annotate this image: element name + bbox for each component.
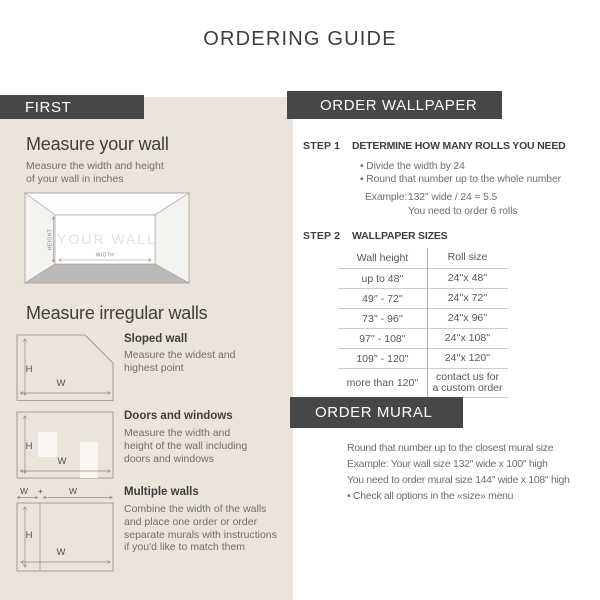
wall-height-cell: 73'' - 96'' [362,312,403,325]
w2-label: W [68,486,78,496]
measure-wall-desc-line: Measure the width and height [26,160,164,172]
plus-label: + [38,486,43,496]
table-row [338,289,508,309]
multiple-walls-diagram [16,483,116,575]
roll-size-line: a custom order [432,382,503,394]
table-column-divider [427,248,428,398]
roll-size-cell: 24''x 120'' [444,351,491,364]
example-value: 132'' wide / 24 = 5.5 [408,192,498,203]
desc-line: separate murals with instructions [124,528,277,541]
desc-line: highest point [124,361,184,374]
step1-title: DETERMINE HOW MANY ROLLS YOU NEED [352,140,566,152]
measure-wall-heading: Measure your wall [26,134,169,154]
wall-height-cell: 97'' - 108'' [359,332,406,345]
roll-size-cell: 24''x 108'' [444,331,491,344]
col-header-roll-size: Roll size [447,251,488,264]
order-wallpaper-header-bar [287,91,502,119]
measure-wall-description [26,160,164,186]
roll-size-cell: 24''x 72'' [447,291,488,304]
first-header-bar [0,95,144,119]
h-label: H [25,441,33,452]
doors-windows-description [124,427,247,465]
sloped-wall-diagram [16,334,116,404]
bullet-line: • Divide the width by 24 [360,161,465,172]
multiple-walls-title: Multiple walls [124,486,199,498]
measure-wall-desc-line: of your wall in inches [26,172,124,185]
w1-label: W [19,486,29,496]
irregular-walls-heading: Measure irregular walls [26,303,208,323]
step1-bullets [360,160,561,186]
doors-windows-diagram [16,411,116,481]
wall-perspective-diagram [24,192,190,284]
h-label: H [25,364,33,375]
desc-line: Combine the width of the walls [124,503,267,515]
table-row [338,369,508,398]
roll-size-line: contact us for [435,370,500,383]
example-result: You need to order 6 rolls [408,206,518,217]
wallpaper-sizes-table [338,248,508,398]
wall-height-cell: 49'' - 72'' [362,292,403,305]
desc-line: height of the wall including [124,439,248,452]
mural-line: You need to order mural size 144'' wide x 108'' high [347,474,570,486]
order-mural-header-bar [290,397,463,428]
bullet-line: • Round that number up to the whole number [360,174,561,186]
desc-line: Measure the widest and [124,349,236,361]
height-dimension-label: HEIGHT [47,228,54,251]
desc-line: if you'd like to match them [124,541,246,554]
order-wallpaper-header-label: ORDER WALLPAPER [320,96,478,114]
mural-line: Example: Your wall size 132'' wide x 100'' high [347,458,548,470]
mural-line: • Check all options in the «size» menu [347,490,514,502]
mural-instructions [347,440,570,504]
order-mural-header-label: ORDER MURAL [315,404,433,421]
w-label: W [57,456,67,467]
window-shape [38,432,57,457]
wall-height-cell: up to 48'' [361,272,404,285]
your-wall-watermark: YOUR WALL [57,231,157,247]
sloped-wall-description [124,349,235,375]
width-dimension-label: WIDTH [95,252,115,259]
mural-line: Round that number up to the closest mural size [347,442,554,454]
table-header-row [338,248,508,269]
desc-line: and place one order or order [124,515,258,528]
wall-height-cell: 109'' - 120'' [356,352,409,365]
table-row [338,349,508,369]
table-row [338,309,508,329]
step1-label: STEP 1 [303,140,341,152]
h-label: H [25,530,33,541]
table-row [338,329,508,349]
step2-label: STEP 2 [303,230,341,242]
step2-title: WALLPAPER SIZES [352,230,448,242]
sloped-wall-title: Sloped wall [124,333,188,345]
desc-line: Measure the width and [124,427,231,439]
door-shape [80,442,98,478]
first-header-label: FIRST [25,98,72,116]
desc-line: doors and windows [124,452,214,465]
w-label: W [56,547,66,558]
page-title: ORDERING GUIDE [203,28,397,50]
wall-height-cell: more than 120'' [346,377,419,389]
table-row [338,269,508,289]
example-label: Example: [365,192,408,203]
w-label: W [56,378,66,389]
roll-size-cell: 24''x 48'' [447,271,488,284]
col-header-wall-height: Wall height [356,252,409,264]
roll-size-cell: 24''x 96'' [447,311,488,324]
roll-size-cell [427,372,508,395]
multiple-walls-description [124,503,277,554]
doors-windows-title: Doors and windows [124,410,233,422]
